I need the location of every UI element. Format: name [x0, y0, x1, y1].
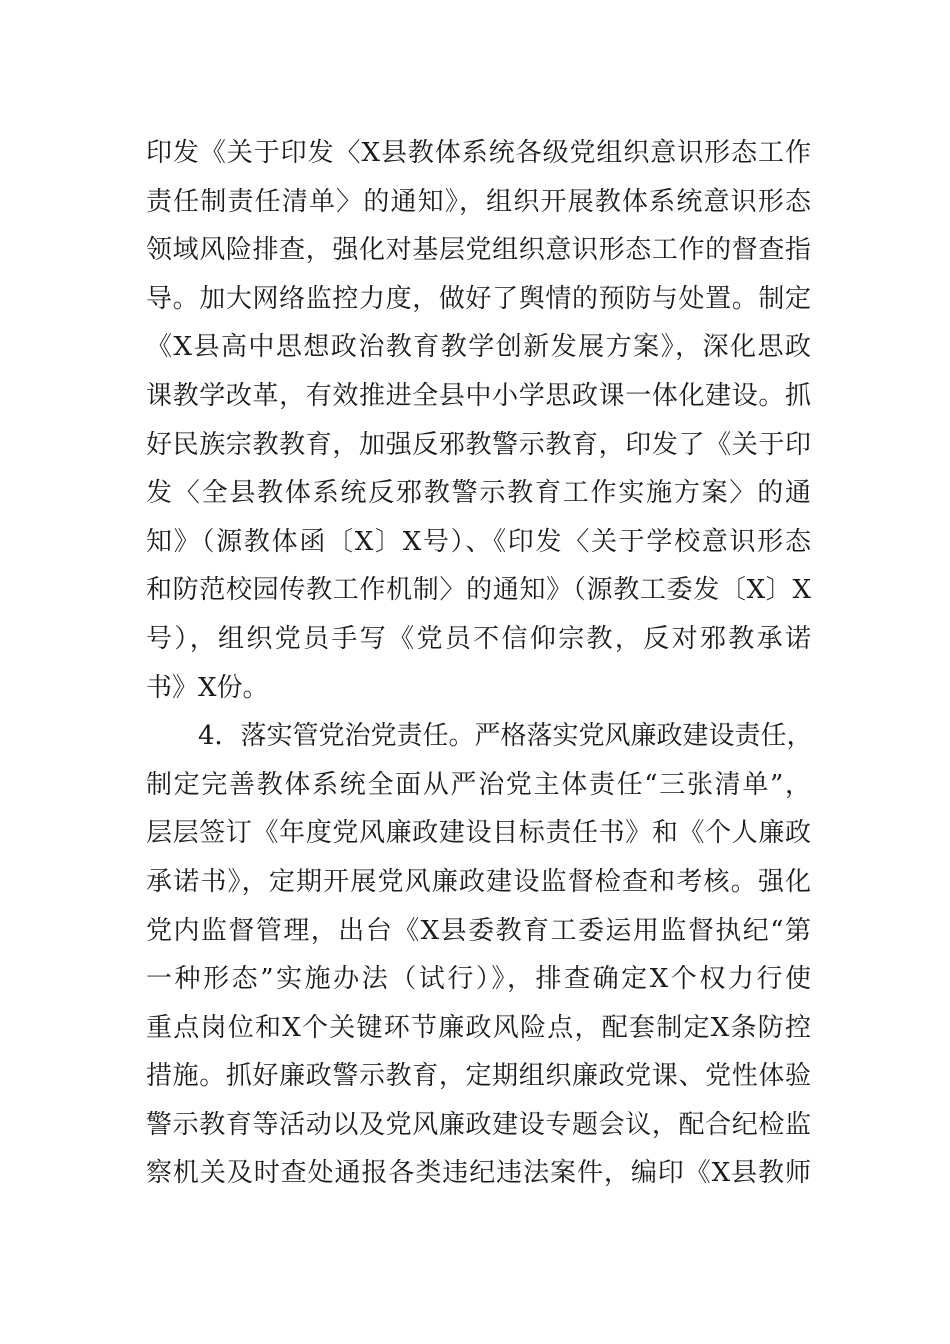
text-line: 课教学改革，有效推进全县中小学思政课一体化建设。抓 — [146, 380, 811, 411]
text-line: 和防范校园传教工作机制〉的通知》（源教工委发〔X〕X — [146, 575, 811, 606]
text-line: 一种形态”实施办法（试行）》，排查确定X个权力行使 — [146, 964, 811, 995]
text-line: 承诺书》，定期开展党风廉政建设监督检查和考核。强化 — [146, 866, 811, 897]
document-body — [146, 129, 811, 1198]
text-line: 知》（源教体函〔X〕X号）、《印发〈关于学校意识形态 — [146, 526, 811, 557]
text-line: 《X县高中思想政治教育教学创新发展方案》，深化思政 — [146, 332, 811, 363]
text-line: 重点岗位和X个关键环节廉政风险点，配套制定X条防控 — [146, 1012, 811, 1043]
text-line: 制定完善教体系统全面从严治党主体责任“三张清单”， — [146, 769, 811, 800]
text-line: 警示教育等活动以及党风廉政建设专题会议，配合纪检监 — [146, 1109, 811, 1140]
text-line: 责任制责任清单〉的通知》，组织开展教体系统意识形态 — [146, 186, 811, 217]
text-line: 层层签订《年度党风廉政建设目标责任书》和《个人廉政 — [146, 818, 811, 849]
text-line: 印发《关于印发〈X县教体系统各级党组织意识形态工作 — [146, 138, 811, 168]
section-heading-line: 4．落实管党治党责任。严格落实党风廉政建设责任， — [198, 721, 813, 752]
text-line: 好民族宗教教育，加强反邪教警示教育，印发了《关于印 — [146, 429, 811, 460]
text-line: 察机关及时查处通报各类违纪违法案件，编印《X县教师 — [146, 1158, 811, 1189]
text-line: 发〈全县教体系统反邪教警示教育工作实施方案〉的通 — [146, 478, 811, 509]
paragraph-end-line: 书》X份。 — [146, 672, 269, 703]
text-line: 党内监督管理，出台《X县委教育工委运用监督执纪“第 — [146, 915, 811, 946]
text-line: 号），组织党员手写《党员不信仰宗教，反对邪教承诺 — [146, 623, 811, 654]
text-line: 导。加大网络监控力度，做好了舆情的预防与处置。制定 — [146, 283, 811, 314]
text-line: 领域风险排查，强化对基层党组织意识形态工作的督查指 — [146, 235, 811, 266]
text-line: 措施。抓好廉政警示教育，定期组织廉政党课、党性体验 — [146, 1061, 811, 1092]
